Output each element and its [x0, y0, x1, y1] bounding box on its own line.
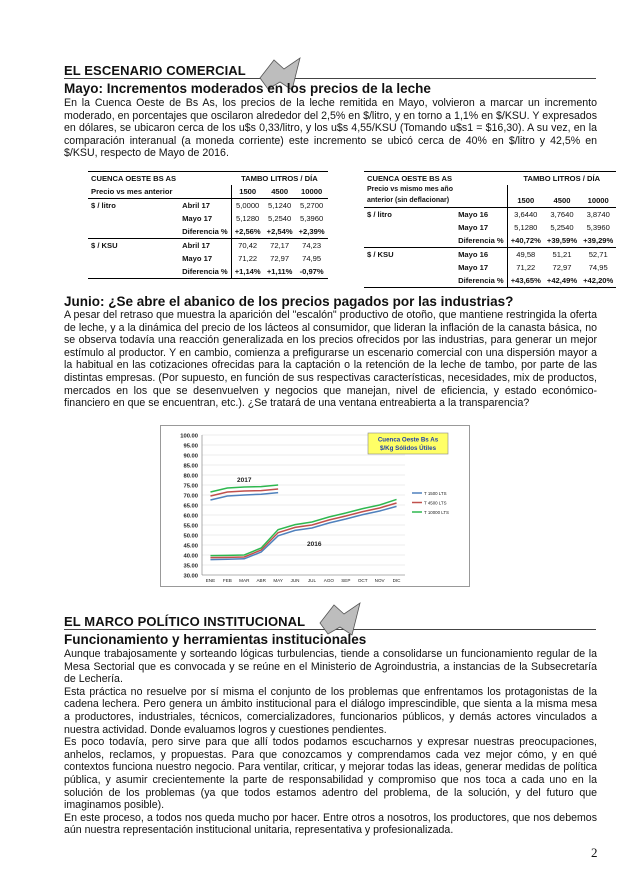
y-tick-label: 95.00 [183, 443, 198, 450]
y-tick-label: 55.00 [183, 523, 198, 530]
table-cell: 5,0000 [231, 199, 263, 213]
x-tick-label: JUL [307, 578, 317, 583]
row-unit [88, 225, 179, 239]
table-col-header: 1500 [231, 185, 263, 199]
table-cell: +1,11% [264, 265, 296, 279]
table-cell: +42,20% [580, 274, 616, 288]
table-col-header: 4500 [264, 185, 296, 199]
table-cell: 3,7640 [544, 208, 580, 222]
row-unit [364, 261, 455, 274]
row-label: Abril 17 [179, 199, 231, 213]
y-tick-label: 60.00 [183, 513, 198, 520]
table-cell: 74,23 [302, 241, 322, 250]
x-tick-label: FEB [222, 578, 232, 583]
row-unit [364, 234, 455, 248]
table-row [364, 221, 616, 234]
y-tick-label: 100.00 [180, 433, 198, 440]
row-unit [88, 265, 179, 279]
table-cell: +43,65% [507, 274, 544, 288]
paragraph: Esta práctica no resuelve por sí misma el conjunto de los problemas que enfrentamos los protagonistas de la cadena lechera. Pero genera un ámbito institucional para el diálogo imprescindible, que sienta a la misma mesa a productores, industriales, técnicos, comercializadores, funcionarios públicos, y demás actores vinculados a nuestra actividad. Donde evaluamos logros y cuestiones pendientes. [64, 685, 597, 736]
x-tick-label: ABR [256, 578, 266, 583]
y-tick-label: 75.00 [183, 483, 198, 490]
chart-subtitle: $/Kg Sólidos Útiles [379, 445, 437, 452]
table-cell: 5,2540 [268, 214, 292, 223]
y-tick-label: 90.00 [183, 453, 198, 460]
annotation-label: 2016 [307, 541, 322, 548]
paragraph: Aunque trabajosamente y sorteando lógicas turbulencias, tiende a consolidarse un funcionamiento regular de la Mesa Sectorial que es convocada y se reúne en el Ministerio de Agroindustria, a instancias de la Subsecretaría de Lechería. [64, 648, 597, 686]
table-cell: +2,39% [296, 225, 328, 239]
y-tick-label: 70.00 [183, 493, 198, 500]
table-subtitle: anterior (sin deflacionar) [364, 194, 507, 208]
paragraph: En este proceso, a todos nos queda mucho por hacer. Entre otros a nosotros, los productores, que nos debemos aún nuestra representación institucional unitaria, representativa y profesionalizada. [64, 811, 597, 837]
y-tick-label: 50.00 [183, 533, 198, 540]
table-row [88, 265, 328, 279]
price-table-vs-previous-month [88, 171, 328, 279]
table-row [364, 274, 616, 288]
table-cell: 5,3960 [299, 214, 324, 223]
table-row [88, 239, 328, 253]
row-label: Mayo 17 [182, 214, 213, 223]
table-row [88, 225, 328, 239]
table-cell: 5,1240 [264, 199, 296, 213]
row-label: Diferencia % [179, 265, 231, 279]
heading-junio: Junio: ¿Se abre el abanico de los precios pagados por las industrias? [64, 294, 514, 309]
price-table-vs-same-month-last-year [364, 171, 616, 288]
table-subtitle: Precio vs mes anterior [88, 185, 231, 199]
table-cell: 51,21 [552, 250, 572, 259]
table-cell: 5,1280 [507, 221, 544, 234]
table-cell: +2,56% [231, 225, 263, 239]
row-unit [88, 252, 179, 265]
table-cell: 3,6440 [507, 208, 544, 222]
table-row [88, 212, 328, 225]
table-cell: 52,71 [588, 250, 608, 259]
row-label: Mayo 17 [458, 263, 489, 272]
table-cell: 74,95 [302, 254, 322, 263]
x-tick-label: AGO [323, 578, 334, 583]
table-col-header: 10000 [580, 194, 616, 208]
row-unit [364, 221, 455, 234]
table-cell: +39,59% [544, 234, 580, 248]
paragraph-mayo: En la Cuenca Oeste de Bs As, los precios de la leche remitida en Mayo, volvieron a marcar un incremento moderado, en porcentajes que oscilaron alrededor del 2,5% en $/litro, y en torno a 1,1% en $/KSU. Y expresados en dólares, se ubicaron cerca de los u$s 0,33/litro, y los u$s 4,55/KSU (Tomando u$s1 = $16,30). A su vez, en la comparación interanual (a moneda corriente) este incremento se ubicó cerca de 40% en $/litro y 42,5% en $/KSU, respecto de Mayo de 2016. [64, 97, 597, 160]
table-cell: 3,8740 [580, 208, 616, 222]
x-tick-label: SEP [341, 578, 351, 583]
table-cell: +1,14% [231, 265, 263, 279]
table-col-header: 1500 [507, 194, 544, 208]
table-group-header: TAMBO LITROS / DÍA [507, 172, 616, 186]
table-cell: 72,97 [270, 254, 290, 263]
table-row [364, 248, 616, 262]
y-tick-label: 85.00 [183, 463, 198, 470]
row-unit: $ / KSU [364, 248, 455, 262]
table-row [364, 234, 616, 248]
table-cell: -0,97% [296, 265, 328, 279]
table-cell: 49,58 [507, 248, 544, 262]
annotation-label: 2017 [237, 477, 252, 484]
x-tick-label: JUN [290, 578, 300, 583]
y-tick-label: 45.00 [183, 543, 198, 550]
heading-mayo: Mayo: Incrementos moderados en los precios de la leche [64, 81, 431, 96]
table-row [364, 261, 616, 274]
y-tick-label: 35.00 [183, 563, 198, 570]
table-col-header: 10000 [296, 185, 328, 199]
legend-label: T 10000 LTS [424, 509, 449, 515]
row-label: Diferencia % [179, 225, 231, 239]
row-label: Abril 17 [182, 241, 210, 250]
price-line-chart [160, 425, 470, 587]
table-cell: 5,2700 [296, 199, 328, 213]
table-cell: 70,42 [231, 239, 263, 253]
table-cell: 71,22 [507, 261, 544, 274]
row-unit: $ / litro [91, 201, 116, 210]
table-title: CUENCA OESTE BS AS [88, 172, 179, 186]
table-row [364, 208, 616, 222]
row-unit: $ / litro [367, 210, 392, 219]
row-unit [88, 212, 179, 225]
row-label: Mayo 16 [458, 250, 489, 259]
row-label: Mayo 17 [458, 223, 489, 232]
section2-body [64, 648, 597, 837]
table-cell: +39,29% [580, 234, 616, 248]
heading-funcionamiento: Funcionamiento y herramientas institucionales [64, 632, 367, 647]
y-tick-label: 65.00 [183, 503, 198, 510]
section-title-comercial: EL ESCENARIO COMERCIAL [64, 63, 246, 78]
section-title-politico: EL MARCO POLÍTICO INSTITUCIONAL [64, 614, 306, 629]
x-tick-label: OCT [357, 578, 368, 583]
row-label: Diferencia % [455, 274, 507, 288]
row-unit: $ / KSU [88, 239, 179, 253]
paragraph-junio: A pesar del retraso que muestra la aparición del "escalón" productivo de otoño, que mantiene restringida la oferta de leche, y a la dinámica del precio de los lácteos al consumidor, que lideran la inflación de la canasta básica, no se observa todavía una reacción generalizada en los precios ofrecidos por las industrias, para generar un mejor estímulo al productor. Y en cambio, comienza a prefigurarse un escenario comercial con una dispersión mayor a la habitual en las cotizaciones ofrecidas para la captación o la retención de la leche de tambo, por parte de las distintas empresas. (Por supuesto, en función de sus respectivas características, necesidades, mix de productos, mercados en los que se desenvuelven y negocios que manejan, nivel de eficiencia, y estado económico-financiero en que se encuentran, etc.). ¿Se tratará de una ventana entreabierta a la transparencia? [64, 309, 597, 410]
x-tick-label: ENE [205, 578, 216, 583]
table-subtitle: Precio vs mismo mes año [367, 186, 453, 193]
row-label: Mayo 17 [182, 254, 213, 263]
table-row [88, 252, 328, 265]
section-divider [64, 78, 596, 79]
table-cell: +2,54% [264, 225, 296, 239]
table-cell: 72,17 [270, 241, 290, 250]
table-cell: 5,3960 [586, 223, 610, 232]
page-number: 2 [591, 845, 598, 860]
x-tick-label: MAY [273, 578, 283, 583]
x-tick-label: DIC [392, 578, 401, 583]
x-tick-label: NOV [374, 578, 385, 583]
y-tick-label: 80.00 [183, 473, 198, 480]
table-cell: +42,49% [544, 274, 580, 288]
paragraph: Es poco todavía, pero sirve para que allí todos podamos escucharnos y expresar nuestras preocupaciones, anhelos, reclamos, y propuestas. Para que conozcamos y comprendamos cada vez mejor cómo, y en qué contextos funciona nuestro negocio. Para ventilar, criticar, y mejorar todas las ideas, generar medidas de política pública, y asumir crecientemente la parte de responsabilidad y compromiso que nos toca a cada uno en la solución de los problemas (ya que todos estamos adentro del problema, de la solución, y del futuro que imaginamos posible). [64, 736, 597, 812]
y-tick-label: 30.00 [183, 573, 198, 580]
table-row [88, 199, 328, 213]
row-unit [364, 274, 455, 288]
table-cell: 71,22 [231, 252, 263, 265]
legend-label: T 4500 LTS [424, 500, 447, 506]
chart-title: Cuenca Oeste Bs As [377, 436, 439, 444]
table-cell: 5,2540 [550, 223, 574, 232]
table-col-header: 4500 [544, 194, 580, 208]
table-cell: 74,95 [588, 263, 608, 272]
table-cell: 72,97 [552, 263, 572, 272]
table-cell: +40,72% [507, 234, 544, 248]
y-tick-label: 40.00 [183, 553, 198, 560]
table-group-header: TAMBO LITROS / DÍA [231, 172, 327, 186]
x-tick-label: MAR [239, 578, 250, 583]
table-title: CUENCA OESTE BS AS [364, 172, 455, 186]
row-label: Mayo 16 [455, 208, 507, 222]
row-label: Diferencia % [455, 234, 507, 248]
table-cell: 5,1280 [231, 212, 263, 225]
legend-label: T 1500 LTS [424, 490, 447, 496]
